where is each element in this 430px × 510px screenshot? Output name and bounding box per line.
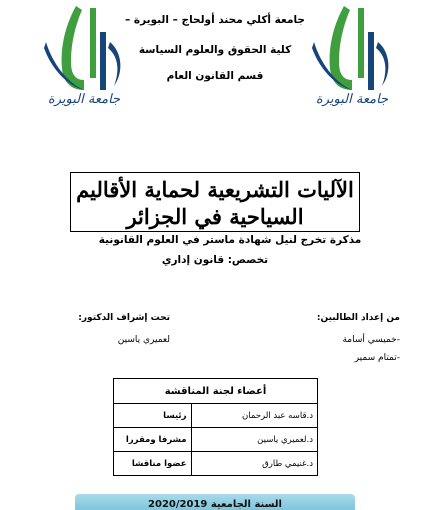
faculty-name: كلية الحقوق والعلوم السياسة bbox=[138, 44, 292, 56]
academic-year: السنة الجامعية 2020/2019 bbox=[148, 499, 282, 510]
supervisor-name: لعميري ياسين bbox=[117, 335, 170, 345]
thesis-title-line1: الآليات التشريعية لحماية الأقاليم bbox=[76, 177, 354, 202]
table-row bbox=[114, 452, 318, 476]
memo-statement: مذكرة تخرج لنيل شهادة ماستر في العلوم القانونية bbox=[98, 234, 362, 246]
students-label: من إعداد الطالبين: bbox=[316, 313, 400, 323]
committee-header-row bbox=[114, 379, 318, 404]
member-role: عضوا مناقشا bbox=[114, 452, 192, 476]
table-row bbox=[114, 428, 318, 452]
department-name: قسم القانون العام bbox=[166, 70, 264, 82]
logo-caption-right: جامعة البويرة bbox=[315, 92, 389, 107]
member-name: د.لعميري ياسين bbox=[191, 428, 317, 452]
student-name-1: -خميسي أسامة bbox=[342, 335, 400, 345]
supervisor-label: تحت إشراف الدكتور: bbox=[78, 313, 170, 323]
member-name: د.غنيمي طارق bbox=[191, 452, 317, 476]
thesis-title-line2: السياحية في الجزائر bbox=[126, 204, 304, 229]
thesis-title-box bbox=[70, 172, 360, 232]
committee-table bbox=[113, 378, 318, 476]
student-name-2: -تمتام سمير bbox=[354, 353, 400, 363]
member-name: د.قاسه عبد الرحمان bbox=[191, 404, 317, 428]
specialty: تخصص: قانون إداري bbox=[161, 254, 269, 266]
member-role: رئيسا bbox=[114, 404, 192, 428]
committee-heading: أعضاء لجنة المناقشة bbox=[114, 379, 318, 404]
logo-caption-left: جامعة البويرة bbox=[47, 92, 121, 107]
member-role: مشرفا ومقررا bbox=[114, 428, 192, 452]
table-row bbox=[114, 404, 318, 428]
university-name: جامعة أكلي محند أولحاج – البويرة – bbox=[124, 14, 305, 26]
